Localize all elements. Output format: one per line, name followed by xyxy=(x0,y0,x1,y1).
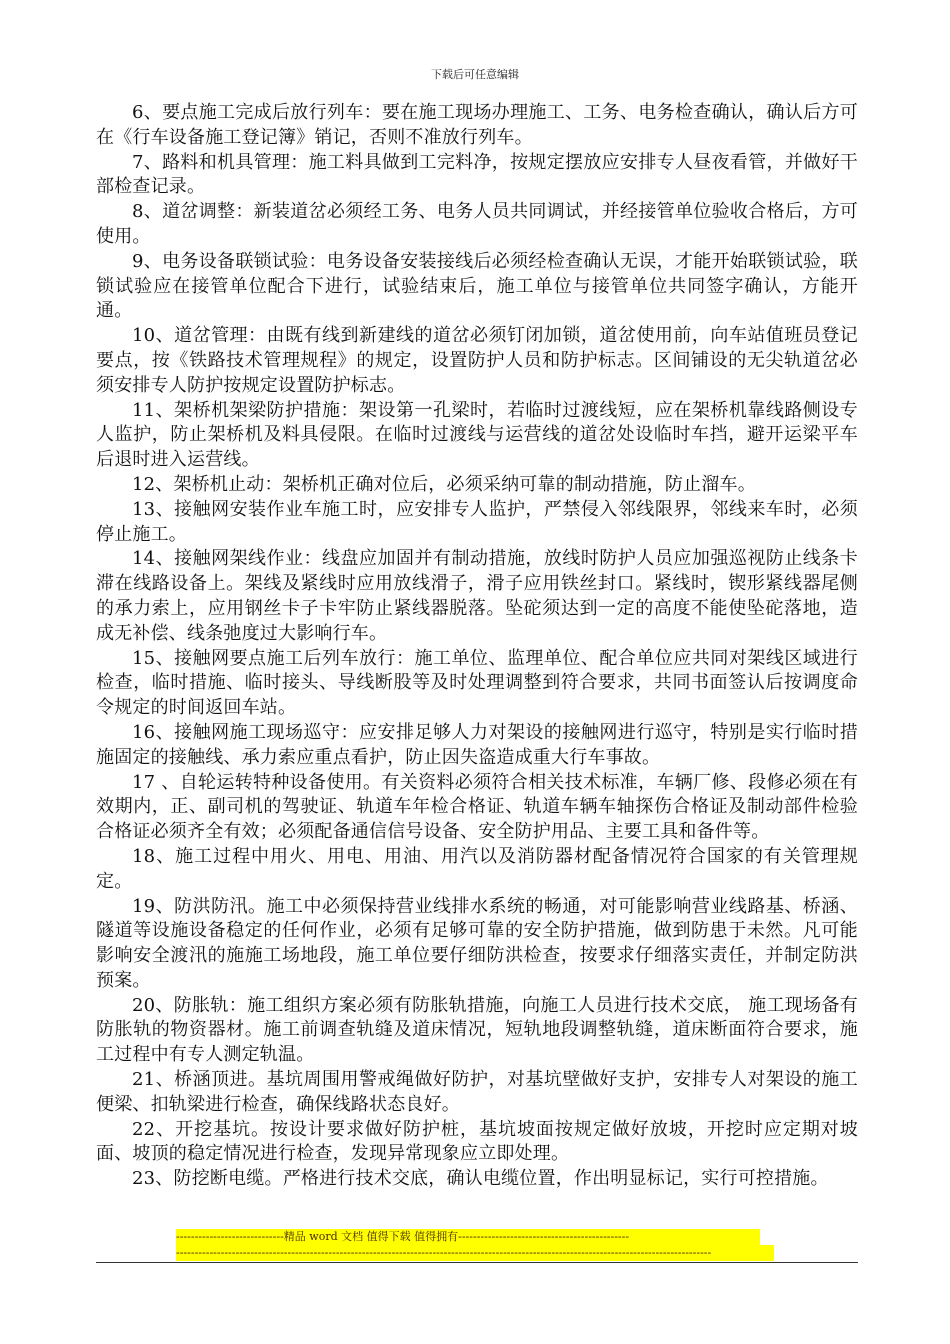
page-header: 下载后可任意编辑 xyxy=(431,68,519,81)
paragraph-19: 19、防洪防汛。施工中必须保持营业线排水系统的畅通，对可能影响营业线路基、桥涵、隧道等设施设备稳定的任何作业，必须有足够可靠的安全防护措施，做到防患于未然。凡可能影响安全渡汛的施施工场地段，施工单位要仔细防洪检查，按要求仔细落实责任，并制定防洪预案。 xyxy=(96,895,858,991)
paragraph-8: 8、道岔调整：新装道岔必须经工务、电务人员共同调试，并经接管单位验收合格后，方可使用。 xyxy=(96,201,858,247)
paragraph-11: 11、架桥机架梁防护措施：架设第一孔梁时，若临时过渡线短，应在架桥机靠线路侧设专人监护，防止架桥机及料具侵限。在临时过渡线与运营线的道岔处设临时车挡，避开运梁平车后退时进入运营线。 xyxy=(96,399,858,471)
paragraph-17: 17 、自轮运转特种设备使用。有关资料必须符合相关技术标准，车辆厂修、段修必须在有效期内，正、副司机的驾驶证、轨道车年检合格证、轨道车辆车轴探伤合格证及制动部件检验合格证必须齐全有效；必须配备通信信号设备、安全防护用品、主要工具和备件等。 xyxy=(96,771,858,843)
paragraph-15: 15、接触网要点施工后列车放行：施工单位、监理单位、配合单位应共同对架线区域进行检查，临时措施、临时接头、导线断股等及时处理调整到符合要求，共同书面签认后按调度命令规定的时间返回车站。 xyxy=(96,647,858,719)
paragraph-10: 10、道岔管理：由既有线到新建线的道岔必须钉闭加锁，道岔使用前，向车站值班员登记要点，按《铁路技术管理规程》的规定，设置防护人员和防护标志。区间铺设的无尖轨道岔必须安排专人防护按规定设置防护标志。 xyxy=(96,325,858,396)
paragraph-7: 7、路料和机具管理：施工料具做到工完料净，按规定摆放应安排专人昼夜看管，并做好干部检查记录。 xyxy=(96,151,858,198)
document-body xyxy=(96,101,858,1192)
paragraph-23: 23、防挖断电缆。严格进行技术交底，确认电缆位置，作出明显标记，实行可控措施。 xyxy=(132,1168,829,1190)
paragraph-18: 18、施工过程中用火、用电、用油、用汽以及消防器材配备情况符合国家的有关管理规定。 xyxy=(96,845,858,892)
footer-divider xyxy=(96,1262,858,1263)
footer-banner-line-2: ------------------------------------------------------------------------------------------------------------------------------------------------ xyxy=(176,1245,774,1261)
paragraph-6: 6、要点施工完成后放行列车：要在施工现场办理施工、工务、电务检查确认，确认后方可在《行车设备施工登记簿》销记，否则不准放行列车。 xyxy=(96,102,858,148)
paragraph-14: 14、接触网架线作业：线盘应加固并有制动措施，放线时防护人员应加强巡视防止线条卡滞在线路设备上。架线及紧线时应用放线滑子，滑子应用铁丝封口。紧线时，锲形紧线器尾侧的承力索上，应用钢丝卡子卡牢防止紧线器脱落。坠砣须达到一定的高度不能使坠砣落地，造成无补偿、线条弛度过大影响行车。 xyxy=(96,548,858,644)
footer-banner-line-1: -----------------------------精品 word 文档 值得下载 值得拥有---------------------------------------------- xyxy=(176,1229,760,1245)
paragraph-20: 20、防胀轨：施工组织方案必须有防胀轨措施，向施工人员进行技术交底， 施工现场备有防胀轨的物资器材。施工前调查轨缝及道床情况，短轨地段调整轨缝，道床断面符合要求，施工过程中有专人测定轨温。 xyxy=(96,994,858,1066)
paragraph-22: 22、开挖基坑。按设计要求做好防护桩，基坑坡面按规定做好放坡，开挖时应定期对坡面、坡顶的稳定情况进行检查，发现异常现象应立即处理。 xyxy=(96,1118,858,1165)
paragraph-12: 12、架桥机止动：架桥机正确对位后，必须采纳可靠的制动措施，防止溜车。 xyxy=(132,473,756,495)
paragraph-21: 21、桥涵顶进。基坑周围用警戒绳做好防护，对基坑壁做好支护，安排专人对架设的施工便梁、扣轨梁进行检查，确保线路状态良好。 xyxy=(96,1069,858,1115)
paragraph-9: 9、电务设备联锁试验：电务设备安装接线后必须经检查确认无误，才能开始联锁试验，联锁试验应在接管单位配合下进行，试验结束后，施工单位与接管单位共同签字确认，方能开通。 xyxy=(96,250,858,322)
paragraph-13: 13、接触网安装作业车施工时，应安排专人监护，严禁侵入邻线限界，邻线来车时，必须停止施工。 xyxy=(96,498,858,545)
paragraph-16: 16、接触网施工现场巡守：应安排足够人力对架设的接触网进行巡守，特别是实行临时措施固定的接触线、承力索应重点看护，防止因失盗造成重大行车事故。 xyxy=(96,721,858,768)
